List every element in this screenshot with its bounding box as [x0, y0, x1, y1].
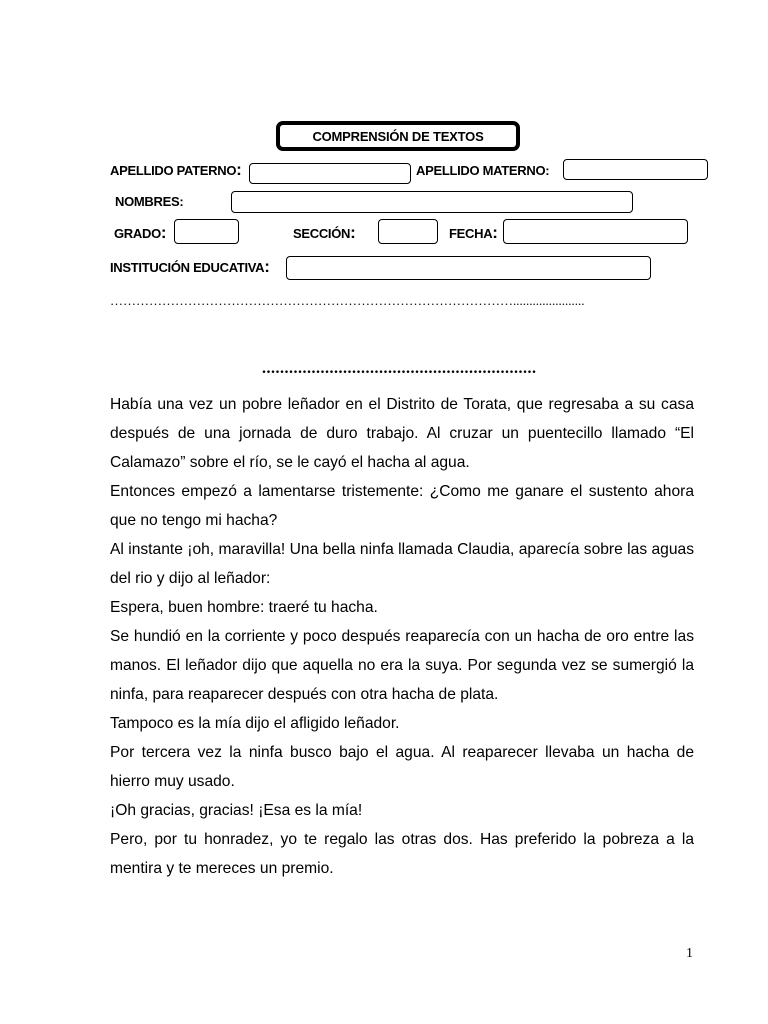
grado-field[interactable]: [174, 219, 239, 244]
institucion-label: INSTITUCIÓN EDUCATIVA: [110, 260, 265, 275]
fecha-label: FECHA: [449, 226, 493, 241]
apellido-paterno-field[interactable]: [249, 163, 411, 184]
page-number: 1: [686, 946, 693, 961]
document-title-text: COMPRENSIÓN DE TEXTOS: [312, 128, 484, 144]
colon: :: [492, 223, 498, 242]
story-paragraph: Se hundió en la corriente y poco después reaparecía con un hacha de oro entre las manos. El leñador dijo que aquella no era la suya. Por segunda vez se sumergió la ninfa, para reaparecer después con otra hacha de plata.: [110, 628, 694, 703]
colon: :: [264, 257, 270, 276]
story-paragraph: ¡Oh gracias, gracias! ¡Esa es la mía!: [110, 802, 363, 819]
institucion-field[interactable]: [286, 256, 651, 280]
apellido-paterno-label: APELLIDO PATERNO: [110, 163, 237, 178]
apellido-paterno-label-group: [110, 160, 242, 180]
seccion-label: SECCIÓN: [293, 226, 351, 241]
story-paragraph: Por tercera vez la ninfa busco bajo el agua. Al reaparecer llevaba un hacha de hierro muy usado.: [110, 744, 694, 790]
nombres-label: NOMBRES:: [115, 194, 184, 209]
document-title: [276, 121, 520, 151]
fecha-label-group: [449, 223, 498, 243]
colon: :: [350, 223, 356, 242]
story-paragraph: Entonces empezó a lamentarse tristemente: ¿Como me ganare el sustento ahora que no tengo mi hacha?: [110, 483, 694, 529]
institucion-label-group: [110, 257, 270, 277]
apellido-materno-label: APELLIDO MATERNO:: [416, 163, 550, 178]
nombres-field[interactable]: [231, 191, 633, 213]
grado-label: GRADO: [114, 226, 161, 241]
story-title-placeholder: .............................................................: [262, 360, 537, 377]
apellido-materno-field[interactable]: [563, 159, 708, 180]
story-paragraph: Al instante ¡oh, maravilla! Una bella ninfa llamada Claudia, aparecía sobre las aguas del rio y dijo al leñador:: [110, 541, 694, 587]
dotted-separator: …………………………………………………………………………………......................: [110, 293, 585, 308]
seccion-field[interactable]: [378, 219, 438, 244]
story-paragraph: Espera, buen hombre: traeré tu hacha.: [110, 599, 378, 616]
colon: :: [160, 223, 167, 242]
story-paragraph: Pero, por tu honradez, yo te regalo las otras dos. Has preferido la pobreza a la mentira y te mereces un premio.: [110, 831, 694, 877]
fecha-field[interactable]: [503, 219, 688, 244]
grado-label-group: [114, 223, 166, 243]
seccion-label-group: [293, 223, 356, 243]
colon: :: [236, 160, 242, 179]
story-paragraph: Había una vez un pobre leñador en el Distrito de Torata, que regresaba a su casa después de una jornada de duro trabajo. Al cruzar un puentecillo llamado “El Calamazo” sobre el río, se le cayó el hacha al agua.: [110, 396, 694, 471]
story-body: [110, 390, 694, 883]
story-paragraph: Tampoco es la mía dijo el afligido leñador.: [110, 715, 400, 732]
